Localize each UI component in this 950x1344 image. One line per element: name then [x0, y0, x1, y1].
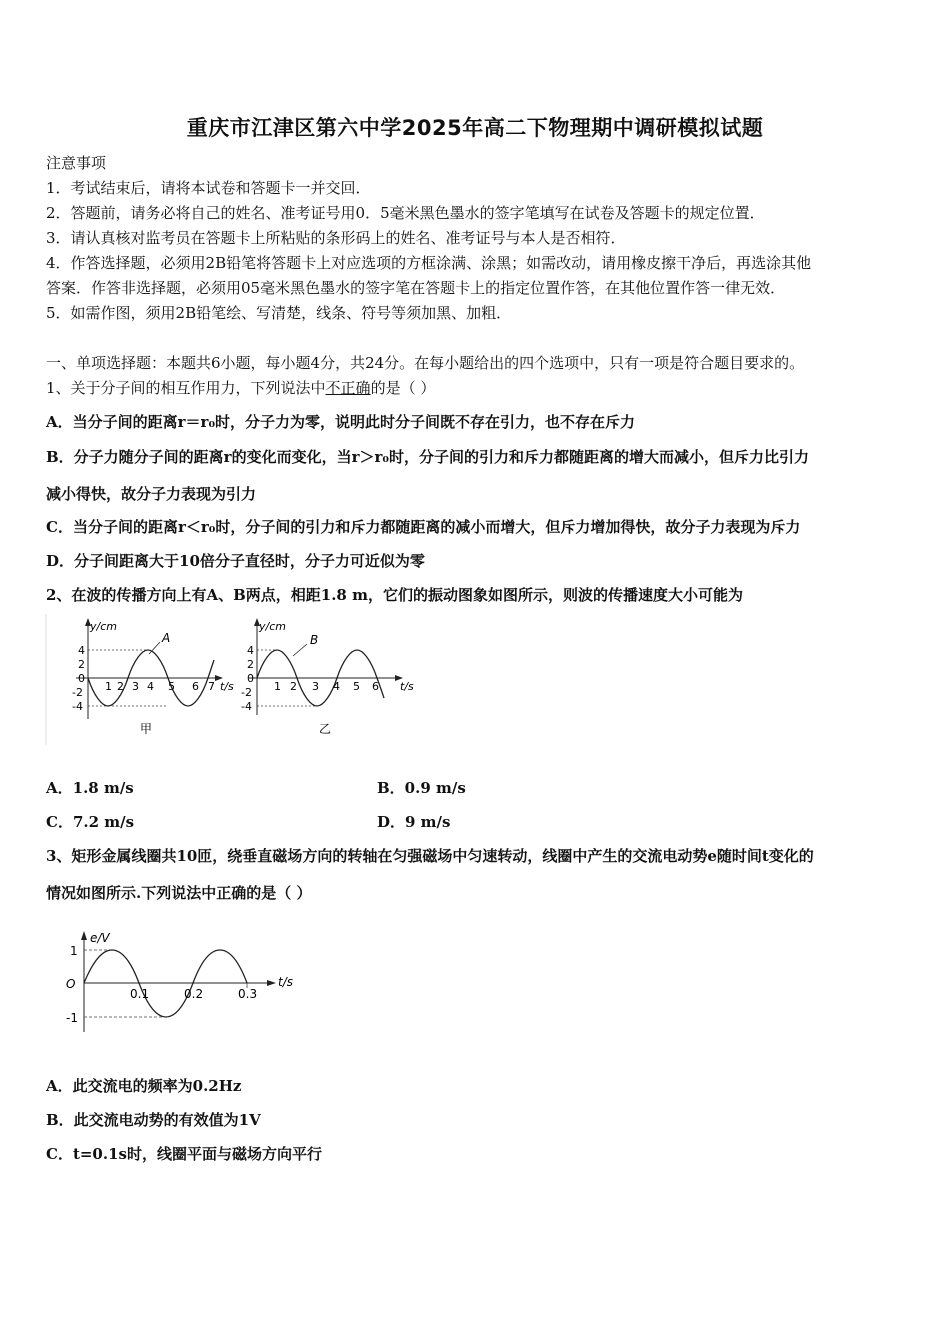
question-2-stem: 2、在波的传播方向上有A、B两点，相距1.8 m，它们的振动图象如图所示，则波的传播速度大小可能为 — [46, 586, 743, 604]
graph-a-xtick: 5 — [168, 680, 175, 693]
graph-a-xtick: 3 — [132, 680, 139, 693]
emf-graph-ytick-neg: -1 — [66, 1011, 78, 1025]
question-3-stem-cont: 情况如图所示.下列说法中正确的是（ ） — [46, 884, 312, 902]
question-1-option-c: C．当分子间的距离r＜r₀时，分子间的引力和斥力都随距离的减小而增大，但斥力增加得快，故分子力表现为斥力 — [46, 518, 801, 536]
emf-graph-t-label: t/s — [278, 975, 293, 989]
graph-a-ytick: 4 — [78, 644, 85, 657]
graph-a-xtick: 2 — [117, 680, 124, 693]
emf-graph-xtick: 0.1 — [130, 987, 150, 1001]
graph-a — [72, 618, 234, 736]
graph-b-xtick: 1 — [274, 680, 281, 693]
graph-a-ytick: 2 — [78, 658, 85, 671]
question-1-option-a: A．当分子间的距离r＝r₀时，分子力为零，说明此时分子间既不存在引力，也不存在斥力 — [46, 413, 636, 431]
emf-graph-figure — [58, 924, 308, 1036]
graph-b-ytick: 2 — [247, 658, 254, 671]
question-2-option-c: C．7.2 m/s — [46, 813, 135, 831]
graph-a-xtick: 7 — [208, 680, 215, 693]
graph-a-ytick: -2 — [72, 686, 83, 699]
graph-b-ytick: -2 — [241, 686, 252, 699]
graph-a-curve-label: A — [162, 631, 171, 645]
graph-a-ytick: -4 — [72, 700, 83, 713]
graph-b-xtick: 3 — [312, 680, 319, 693]
question-1-stem-underlined: 不正确 — [325, 379, 371, 397]
emf-graph-ytick-pos: 1 — [70, 944, 78, 958]
graph-a-xtick: 1 — [105, 680, 112, 693]
graph-b-xtick: 6 — [372, 680, 379, 693]
graph-b-y-label: y/cm — [259, 620, 286, 633]
graph-b — [241, 618, 414, 736]
emf-graph-y-label: e/V — [90, 931, 110, 945]
notice-item-2: 2．答题前，请务必将自己的姓名、准考证号用0．5毫米黑色墨水的签字笔填写在试卷及答题卡的规定位置． — [46, 204, 765, 222]
notice-item-4: 4．作答选择题，必须用2B铅笔将答题卡上对应选项的方框涂满、涂黑；如需改动，请用橡皮擦干净后，再选涂其他 — [46, 254, 812, 272]
notice-item-4-cont: 答案．作答非选择题，必须用05毫米黑色墨水的签字笔在答题卡上的指定位置作答，在其他位置作答一律无效． — [46, 279, 786, 297]
graph-b-origin: 0 — [247, 672, 254, 685]
question-2-option-d: D．9 m/s — [377, 813, 451, 831]
emf-graph-xtick: 0.3 — [238, 987, 258, 1001]
question-3-option-b: B．此交流电动势的有效值为1V — [46, 1111, 261, 1129]
page-title: 重庆市江津区第六中学2025年高二下物理期中调研模拟试题 — [186, 116, 764, 140]
graph-a-caption: 甲 — [140, 722, 153, 736]
section-1-heading: 一、单项选择题：本题共6小题，每小题4分，共24分。在每小题给出的四个选项中，只有一项是符合题目要求的。 — [46, 354, 805, 372]
question-3-stem: 3、矩形金属线圈共10匝，绕垂直磁场方向的转轴在匀强磁场中匀速转动，线圈中产生的交流电动势e随时间t变化的 — [46, 847, 814, 865]
graph-a-t-label: t/s — [220, 680, 234, 693]
emf-graph-origin: O — [66, 977, 76, 991]
graph-a-origin: 0 — [78, 672, 85, 685]
graph-a-xtick: 4 — [147, 680, 154, 693]
graph-b-ytick: 4 — [247, 644, 254, 657]
graph-a-xtick: 6 — [192, 680, 199, 693]
graph-b-xtick: 4 — [333, 680, 340, 693]
question-2-option-b: B．0.9 m/s — [377, 779, 466, 797]
graph-b-t-label: t/s — [400, 680, 414, 693]
question-1-stem-text: 1、关于分子间的相互作用力，下列说法中 — [46, 379, 326, 397]
notice-heading: 注意事项 — [46, 154, 107, 172]
graph-b-curve-label: B — [310, 633, 319, 647]
vibration-graphs-figure — [44, 612, 414, 747]
question-3-option-a: A．此交流电的频率为0.2Hz — [46, 1077, 242, 1095]
graph-b-caption: 乙 — [319, 722, 332, 736]
question-1-option-b-cont: 减小得快，故分子力表现为引力 — [46, 485, 257, 503]
graph-b-xtick: 5 — [353, 680, 360, 693]
question-1-stem-end: 的是（ ） — [370, 379, 436, 397]
question-3-option-c: C．t=0.1s时，线圈平面与磁场方向平行 — [46, 1145, 322, 1163]
question-1-stem — [46, 377, 435, 398]
question-1-option-d: D．分子间距离大于10倍分子直径时，分子力可近似为零 — [46, 552, 425, 570]
notice-item-3: 3．请认真核对监考员在答题卡上所粘贴的条形码上的姓名、准考证号与本人是否相符． — [46, 229, 626, 247]
graph-b-ytick: -4 — [241, 700, 252, 713]
notice-item-5: 5．如需作图，须用2B铅笔绘、写清楚，线条、符号等须加黑、加粗． — [46, 304, 512, 322]
question-2-option-a: A．1.8 m/s — [46, 779, 134, 797]
emf-graph-xtick: 0.2 — [184, 987, 204, 1001]
question-1-option-b: B．分子力随分子间的距离r的变化而变化，当r＞r₀时，分子间的引力和斥力都随距离的增大而减小，但斥力比引力 — [46, 448, 809, 466]
graph-b-xtick: 2 — [290, 680, 297, 693]
graph-a-y-label: y/cm — [90, 620, 117, 633]
notice-item-1: 1．考试结束后，请将本试卷和答题卡一并交回． — [46, 179, 371, 197]
